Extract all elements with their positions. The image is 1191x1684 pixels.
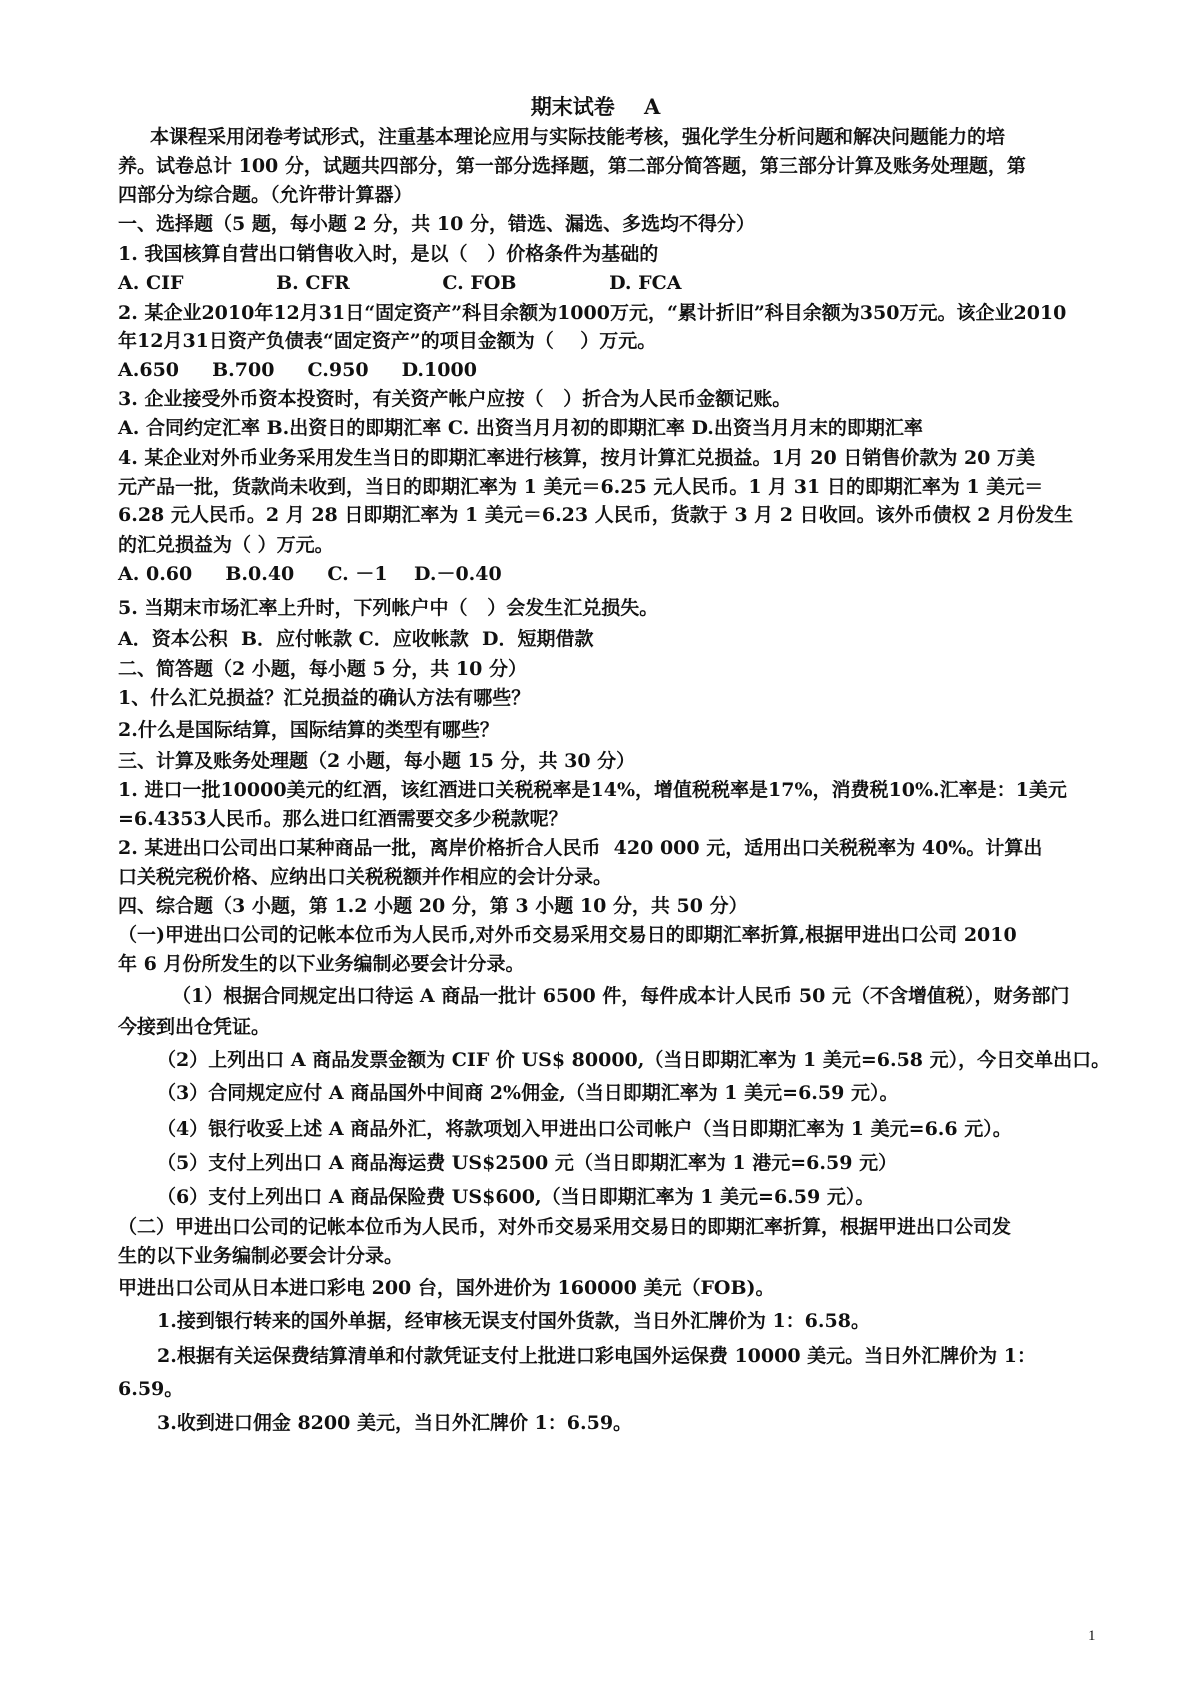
question-3-stem: 3. 企业接受外币资本投资时，有关资产帐户应按（ ）折合为人民币金额记账。 — [118, 388, 792, 410]
case-1-item: 今接到出仓凭证。 — [118, 1016, 271, 1038]
calc-question-1: =6.4353人民币。那么进口红酒需要交多少税款呢？ — [118, 808, 568, 830]
case-1-item: （6）支付上列出口 A 商品保险费 US$600,（当日即期汇率为 1 美元=6.59 元）。 — [157, 1186, 875, 1208]
question-4-stem: 4. 某企业对外币业务采用发生当日的即期汇率进行核算，按月计算汇兑损益。1月 20 日销售价款为 20 万美 — [118, 447, 1036, 469]
question-3-options: A. 合同约定汇率 B.出资日的即期汇率 C. 出资当月月初的即期汇率 D.出资当月月末的即期汇率 — [118, 417, 923, 439]
question-2-stem: 年12月31日资产负债表“固定资产”的项目金额为（ ）万元。 — [118, 330, 657, 352]
section2-heading: 二、简答题（2 小题，每小题 5 分，共 10 分） — [118, 658, 527, 680]
case-1-intro: 年 6 月份所发生的以下业务编制必要会计分录。 — [118, 953, 525, 975]
question-2-options: A.650 B.700 C.950 D.1000 — [118, 359, 477, 381]
short-answer-2: 2.什么是国际结算，国际结算的类型有哪些？ — [118, 719, 499, 741]
question-5-options: A．资本公积 B．应付帐款 C．应收帐款 D．短期借款 — [118, 628, 594, 650]
case-1-item: （4）银行收妥上述 A 商品外汇，将款项划入甲进出口公司帐户（当日即期汇率为 1 美元=6.6 元）。 — [157, 1118, 1012, 1140]
page-number: 1 — [1088, 1628, 1096, 1644]
question-4-stem: 6.28 元人民币。2 月 28 日即期汇率为 1 美元＝6.23 人民币，货款于 3 月 2 日收回。该外币债权 2 月份发生 — [118, 504, 1074, 526]
case-2-intro: 甲进出口公司从日本进口彩电 200 台，国外进价为 160000 美元（FOB)。 — [118, 1277, 775, 1299]
section3-heading: 三、计算及账务处理题（2 小题，每小题 15 分，共 30 分） — [118, 750, 636, 772]
case-1-item: （1）根据合同规定出口待运 A 商品一批计 6500 件，每件成本计人民币 50 元（不含增值税），财务部门 — [172, 985, 1070, 1007]
case-2-item: 3.收到进口佣金 8200 美元，当日外汇牌价 1：6.59。 — [157, 1412, 633, 1434]
case-1-item: （3）合同规定应付 A 商品国外中间商 2%佣金,（当日即期汇率为 1 美元=6.59 元）。 — [157, 1082, 899, 1104]
question-1-options: A. CIF B. CFR C. FOB D. FCA — [118, 272, 682, 294]
calc-question-2: 口关税完税价格、应纳出口关税税额并作相应的会计分录。 — [118, 866, 613, 888]
question-2-stem: 2. 某企业2010年12月31日“固定资产”科目余额为1000万元，“累计折旧”科目余额为350万元。该企业2010 — [118, 302, 1067, 324]
case-1-intro: （一)甲进出口公司的记帐本位币为人民币,对外币交易采用交易日的即期汇率折算,根据甲进出口公司 2010 — [118, 924, 1017, 946]
case-2-intro: 生的以下业务编制必要会计分录。 — [118, 1245, 404, 1267]
case-2-item: 6.59。 — [118, 1378, 184, 1400]
case-1-item: （2）上列出口 A 商品发票金额为 CIF 价 US$ 80000,（当日即期汇率为 1 美元=6.58 元），今日交单出口。 — [157, 1049, 1111, 1071]
question-4-stem: 元产品一批，货款尚未收到，当日的即期汇率为 1 美元＝6.25 元人民币。1 月 31 日的即期汇率为 1 美元＝ — [118, 476, 1044, 498]
question-5-stem: 5. 当期末市场汇率上升时，下列帐户中（ ）会发生汇兑损失。 — [118, 597, 659, 619]
short-answer-1: 1、什么汇兑损益？汇兑损益的确认方法有哪些？ — [118, 687, 531, 709]
section4-heading: 四、综合题（3 小题，第 1.2 小题 20 分，第 3 小题 10 分，共 50 分） — [118, 895, 748, 917]
intro-line: 养。试卷总计 100 分，试题共四部分，第一部分选择题，第二部分简答题，第三部分计算及账务处理题，第 — [118, 155, 1026, 177]
calc-question-2: 2. 某进出口公司出口某种商品一批，离岸价格折合人民币 420 000 元，适用出口关税税率为 40%。计算出 — [118, 837, 1043, 859]
question-1-stem: 1. 我国核算自营出口销售收入时，是以（ ）价格条件为基础的 — [118, 243, 659, 265]
case-1-item: （5）支付上列出口 A 商品海运费 US$2500 元（当日即期汇率为 1 港元=6.59 元） — [157, 1152, 898, 1174]
section1-heading: 一、选择题（5 题，每小题 2 分，共 10 分，错选、漏选、多选均不得分） — [118, 213, 755, 235]
question-4-options: A. 0.60 B.0.40 C. －1 D.－0.40 — [118, 563, 502, 585]
page-title: 期末试卷 A — [530, 94, 661, 119]
case-2-item: 2.根据有关运保费结算清单和付款凭证支付上批进口彩电国外运保费 10000 美元。当日外汇牌价为 1： — [157, 1345, 1037, 1367]
case-2-item: 1.接到银行转来的国外单据，经审核无误支付国外货款，当日外汇牌价为 1：6.58。 — [157, 1310, 870, 1332]
intro-line: 四部分为综合题。（允许带计算器） — [118, 184, 413, 206]
case-2-intro: （二）甲进出口公司的记帐本位币为人民币，对外币交易采用交易日的即期汇率折算，根据甲进出口公司发 — [118, 1216, 1012, 1238]
question-4-stem: 的汇兑损益为（ ）万元。 — [118, 534, 334, 556]
intro-line: 本课程采用闭卷考试形式，注重基本理论应用与实际技能考核，强化学生分析问题和解决问题能力的培 — [150, 126, 1006, 148]
calc-question-1: 1. 进口一批10000美元的红酒，该红酒进口关税税率是14%，增值税税率是17%，消费税10%.汇率是：1美元 — [118, 779, 1067, 801]
